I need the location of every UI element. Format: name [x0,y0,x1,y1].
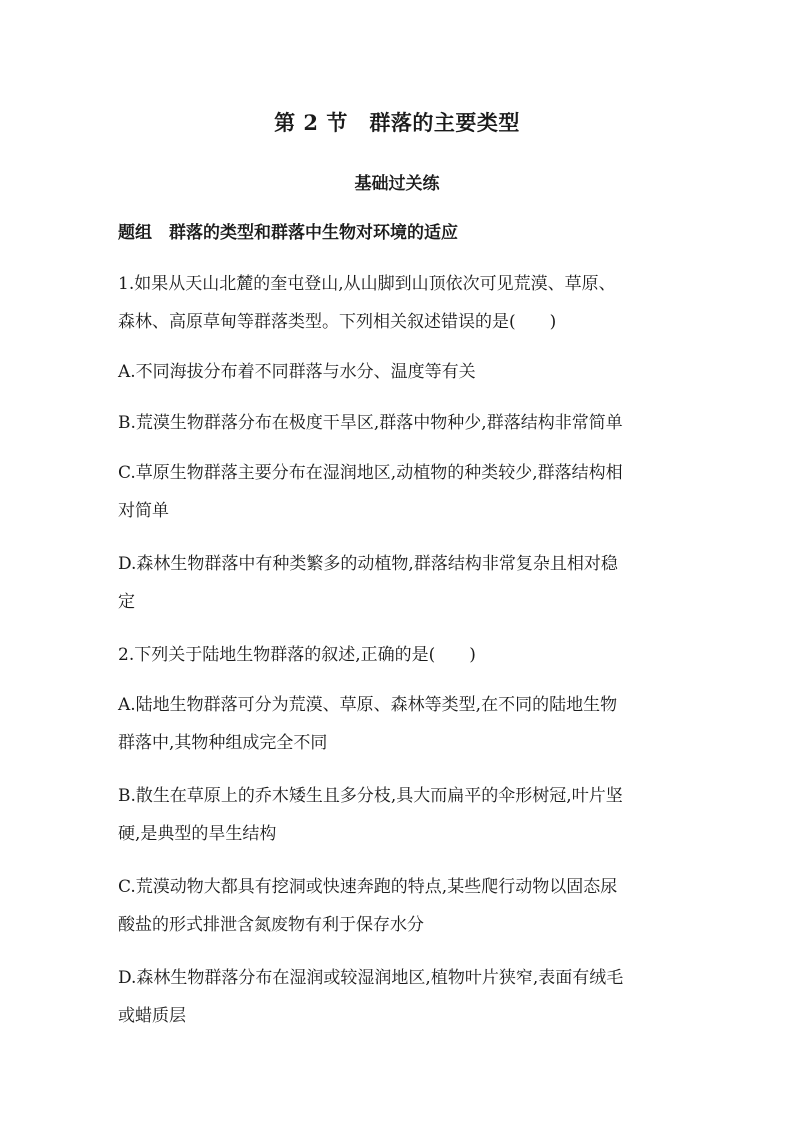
text-line: 森林、高原草甸等群落类型。下列相关叙述错误的是( ) [118,312,557,332]
text-line: A.陆地生物群落可分为荒漠、草原、森林等类型,在不同的陆地生物 [118,695,618,715]
text-line: 硬,是典型的旱生结构 [118,824,277,844]
text-line: 2.下列关于陆地生物群落的叙述,正确的是( ) [118,645,476,665]
text-line: D.森林生物群落分布在湿润或较湿润地区,植物叶片狭窄,表面有绒毛 [118,968,624,988]
section-title: 第 2 节 群落的主要类型 [274,110,520,135]
question-1-stem [118,265,678,341]
question-2-option-c [118,868,678,944]
question-2-option-d [118,959,678,1035]
text-line: C.草原生物群落主要分布在湿润地区,动植物的种类较少,群落结构相 [118,463,623,483]
question-1-option-a [118,353,678,391]
text-line: 群落中,其物种组成完全不同 [118,733,328,753]
group-heading: 题组 群落的类型和群落中生物对环境的适应 [118,223,458,243]
text-line: 酸盐的形式排泄含氮废物有利于保存水分 [118,915,424,935]
question-2-option-a [118,686,678,762]
question-1-option-c [118,454,678,530]
text-line: 1.如果从天山北麓的奎屯登山,从山脚到山顶依次可见荒漠、草原、 [118,274,616,294]
text-line: 对简单 [118,501,169,521]
question-1-option-b [118,404,678,442]
question-2-option-b [118,777,678,853]
text-line: 定 [118,592,135,612]
question-1-option-d [118,545,678,621]
text-line: B.散生在草原上的乔木矮生且多分枝,具大而扁平的伞形树冠,叶片坚 [118,786,623,806]
question-2-stem [118,636,678,674]
text-line: D.森林生物群落中有种类繁多的动植物,群落结构非常复杂且相对稳 [118,554,618,574]
text-line: A.不同海拔分布着不同群落与水分、温度等有关 [118,362,476,382]
practice-title: 基础过关练 [354,174,440,194]
text-line: 或蜡质层 [118,1006,186,1026]
text-line: B.荒漠生物群落分布在极度干旱区,群落中物种少,群落结构非常简单 [118,413,623,433]
text-line: C.荒漠动物大都具有挖洞或快速奔跑的特点,某些爬行动物以固态尿 [118,877,618,897]
